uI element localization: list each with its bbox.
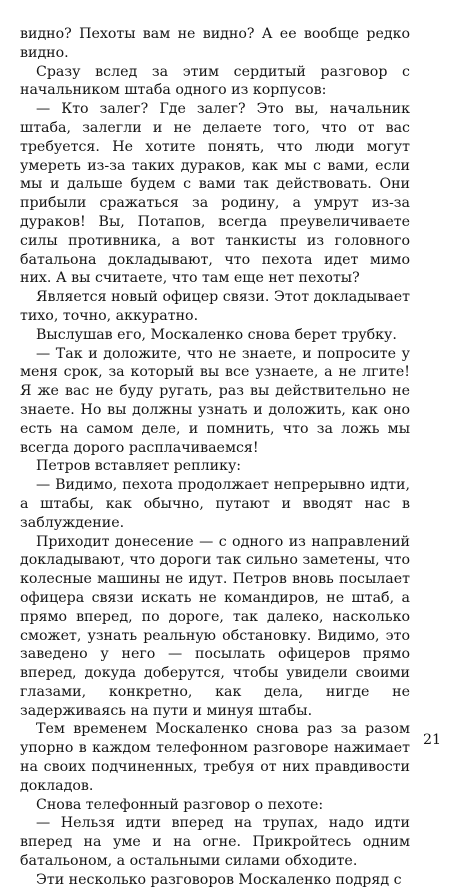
paragraph-3: — Кто залег? Где залег? Это вы, начальник штаба, залегли и не делаете того, что от вас требуется. Не хотите понять, что люди могут умереть из-за таких дураков, как мы с вами, если мы и дальше будем с вами так действовать. Они прибыли сражаться за родину, а умрут из-за дураков! Вы, Потапов, всегда преувеличиваете силы противника, а вот танкисты из головного батальона докладывают, что пехота идет мимо них. А вы считаете, что там еще нет пехоты?: [20, 101, 410, 287]
paragraph-10: Тем временем Москаленко снова раз за разом упорно в каждом телефонном разговоре нажимает на своих подчиненных, требуя от них правдивости докладов.: [20, 721, 410, 794]
paragraph-1: видно? Пехоты вам не видно? А ее вообще редко видно.: [20, 26, 410, 61]
paragraph-13: Эти несколько разговоров Москаленко подряд с: [36, 871, 402, 888]
paragraph-11: Снова телефонный разговор о пехоте:: [36, 796, 324, 813]
paragraph-2: Сразу вслед за этим сердитый разговор с начальником штаба одного из корпусов:: [20, 63, 410, 99]
paragraph-9: Приходит донесение — с одного из направлений докладывают, что дороги так сильно заметены, что колесные машины не идут. Петров вновь посылает офицера связи искать не командиров, не штаб, а прямо вперед, по дороге, так далеко, насколько сможет, узнать реальную обстановку. Видимо, это заведено у него — посылать офицеров прямо вперед, докуда доберутся, чтобы увидели своими глазами, конкретно, как дела, нигде не задерживаясь на пути и минуя штабы.: [20, 533, 410, 719]
book-page: [20, 25, 410, 888]
paragraph-7: Петров вставляет реплику:: [36, 458, 242, 475]
paragraph-6: — Так и доложите, что не знаете, и попросите у меня срок, за который вы все узнаете, а не лгите! Я же вас не буду ругать, раз вы действительно не знаете. Но вы должны узнать и доложить, как оно есть на самом деле, и помнить, что за ложь мы всегда дорого расплачиваемся!: [20, 345, 410, 456]
paragraph-8: — Видимо, пехота продолжает непрерывно идти, а штабы, как обычно, путают и вводят нас в заблуждение.: [20, 477, 410, 531]
paragraph-5: Выслушав его, Москаленко снова берет трубку.: [36, 326, 397, 343]
page-number: 21: [423, 732, 442, 748]
paragraph-4: Является новый офицер связи. Этот докладывает тихо, точно, аккуратно.: [20, 289, 410, 324]
paragraph-12: — Нельзя идти вперед на трупах, надо идти вперед на уме и на огне. Прикройтесь одним батальоном, а остальными силами обходите.: [20, 815, 410, 870]
